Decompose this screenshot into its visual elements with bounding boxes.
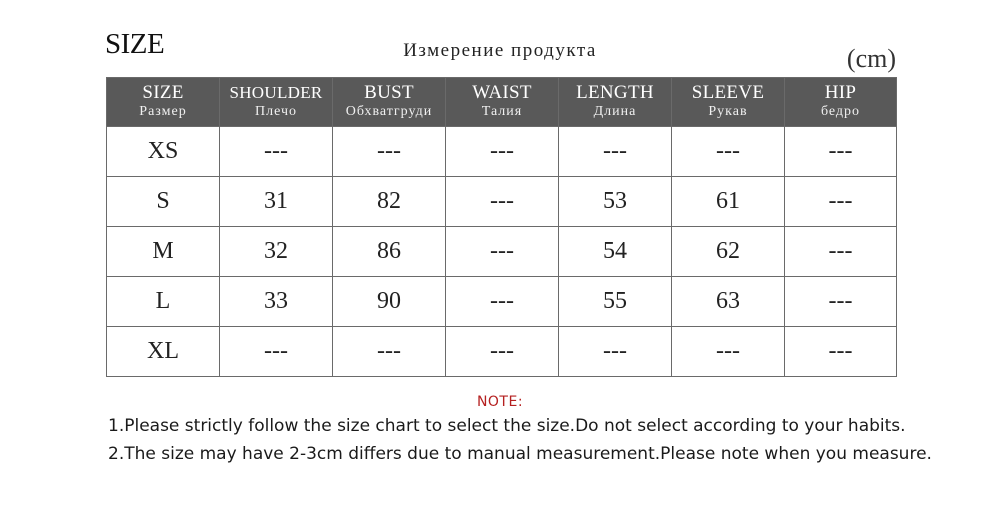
cell-size: XS [107, 127, 220, 177]
table-row [107, 277, 897, 327]
header-label-en: SIZE [142, 82, 184, 103]
cell-bust: 90 [333, 277, 446, 327]
size-heading: SIZE [105, 28, 165, 60]
header-shoulder [220, 78, 333, 127]
table-row [107, 127, 897, 177]
table-header-row [107, 78, 897, 127]
header-label-en: LENGTH [576, 82, 654, 103]
header-label-ru: Плечо [254, 104, 297, 119]
cell-size: S [107, 177, 220, 227]
cell-length: 54 [559, 227, 672, 277]
cell-shoulder: 32 [220, 227, 333, 277]
cell-size: M [107, 227, 220, 277]
header-sleeve [672, 78, 785, 127]
header-label-ru: Длина [593, 104, 637, 119]
cell-bust: 82 [333, 177, 446, 227]
table-row [107, 327, 897, 377]
cell-hip: --- [785, 277, 897, 327]
cell-sleeve: 62 [672, 227, 785, 277]
cell-length: 53 [559, 177, 672, 227]
cell-bust: --- [333, 127, 446, 177]
cell-waist: --- [446, 327, 559, 377]
header-waist [446, 78, 559, 127]
header-label-ru: бедро [820, 104, 861, 119]
cell-length: --- [559, 327, 672, 377]
header-label-ru: Обхватгруди [345, 104, 433, 119]
cell-shoulder: 33 [220, 277, 333, 327]
header-label-ru: Рукав [708, 104, 748, 119]
cell-waist: --- [446, 277, 559, 327]
cell-hip: --- [785, 127, 897, 177]
cell-length: 55 [559, 277, 672, 327]
cell-sleeve: 61 [672, 177, 785, 227]
cell-bust: 86 [333, 227, 446, 277]
cell-shoulder: --- [220, 127, 333, 177]
header-size [107, 78, 220, 127]
product-measurement-title: Измерение продукта [403, 40, 597, 61]
size-chart-table [106, 77, 897, 377]
header-label-en: SHOULDER [229, 83, 323, 102]
cell-shoulder: --- [220, 327, 333, 377]
cell-size: L [107, 277, 220, 327]
header-length [559, 78, 672, 127]
header-label-ru: Талия [481, 104, 523, 119]
note-line: 2.The size may have 2-3cm differs due to manual measurement.Please note when you measure. [108, 444, 932, 464]
header-hip [785, 78, 897, 127]
header-bust [333, 78, 446, 127]
table-row [107, 227, 897, 277]
cell-hip: --- [785, 177, 897, 227]
cell-hip: --- [785, 327, 897, 377]
cell-bust: --- [333, 327, 446, 377]
header-label-en: BUST [364, 82, 414, 103]
table-row [107, 177, 897, 227]
cell-sleeve: --- [672, 327, 785, 377]
cell-sleeve: 63 [672, 277, 785, 327]
cell-shoulder: 31 [220, 177, 333, 227]
header-label-en: WAIST [472, 82, 532, 103]
note-line: 1.Please strictly follow the size chart to select the size.Do not select according to your habits. [108, 416, 906, 436]
header-label-en: SLEEVE [691, 82, 765, 103]
cell-hip: --- [785, 227, 897, 277]
header-label-ru: Размер [139, 104, 187, 119]
cell-waist: --- [446, 177, 559, 227]
cell-sleeve: --- [672, 127, 785, 177]
cell-length: --- [559, 127, 672, 177]
header-label-en: HIP [824, 82, 857, 103]
unit-label: (cm) [846, 44, 896, 73]
note-title: NOTE: [476, 394, 524, 410]
cell-waist: --- [446, 127, 559, 177]
cell-waist: --- [446, 227, 559, 277]
cell-size: XL [107, 327, 220, 377]
